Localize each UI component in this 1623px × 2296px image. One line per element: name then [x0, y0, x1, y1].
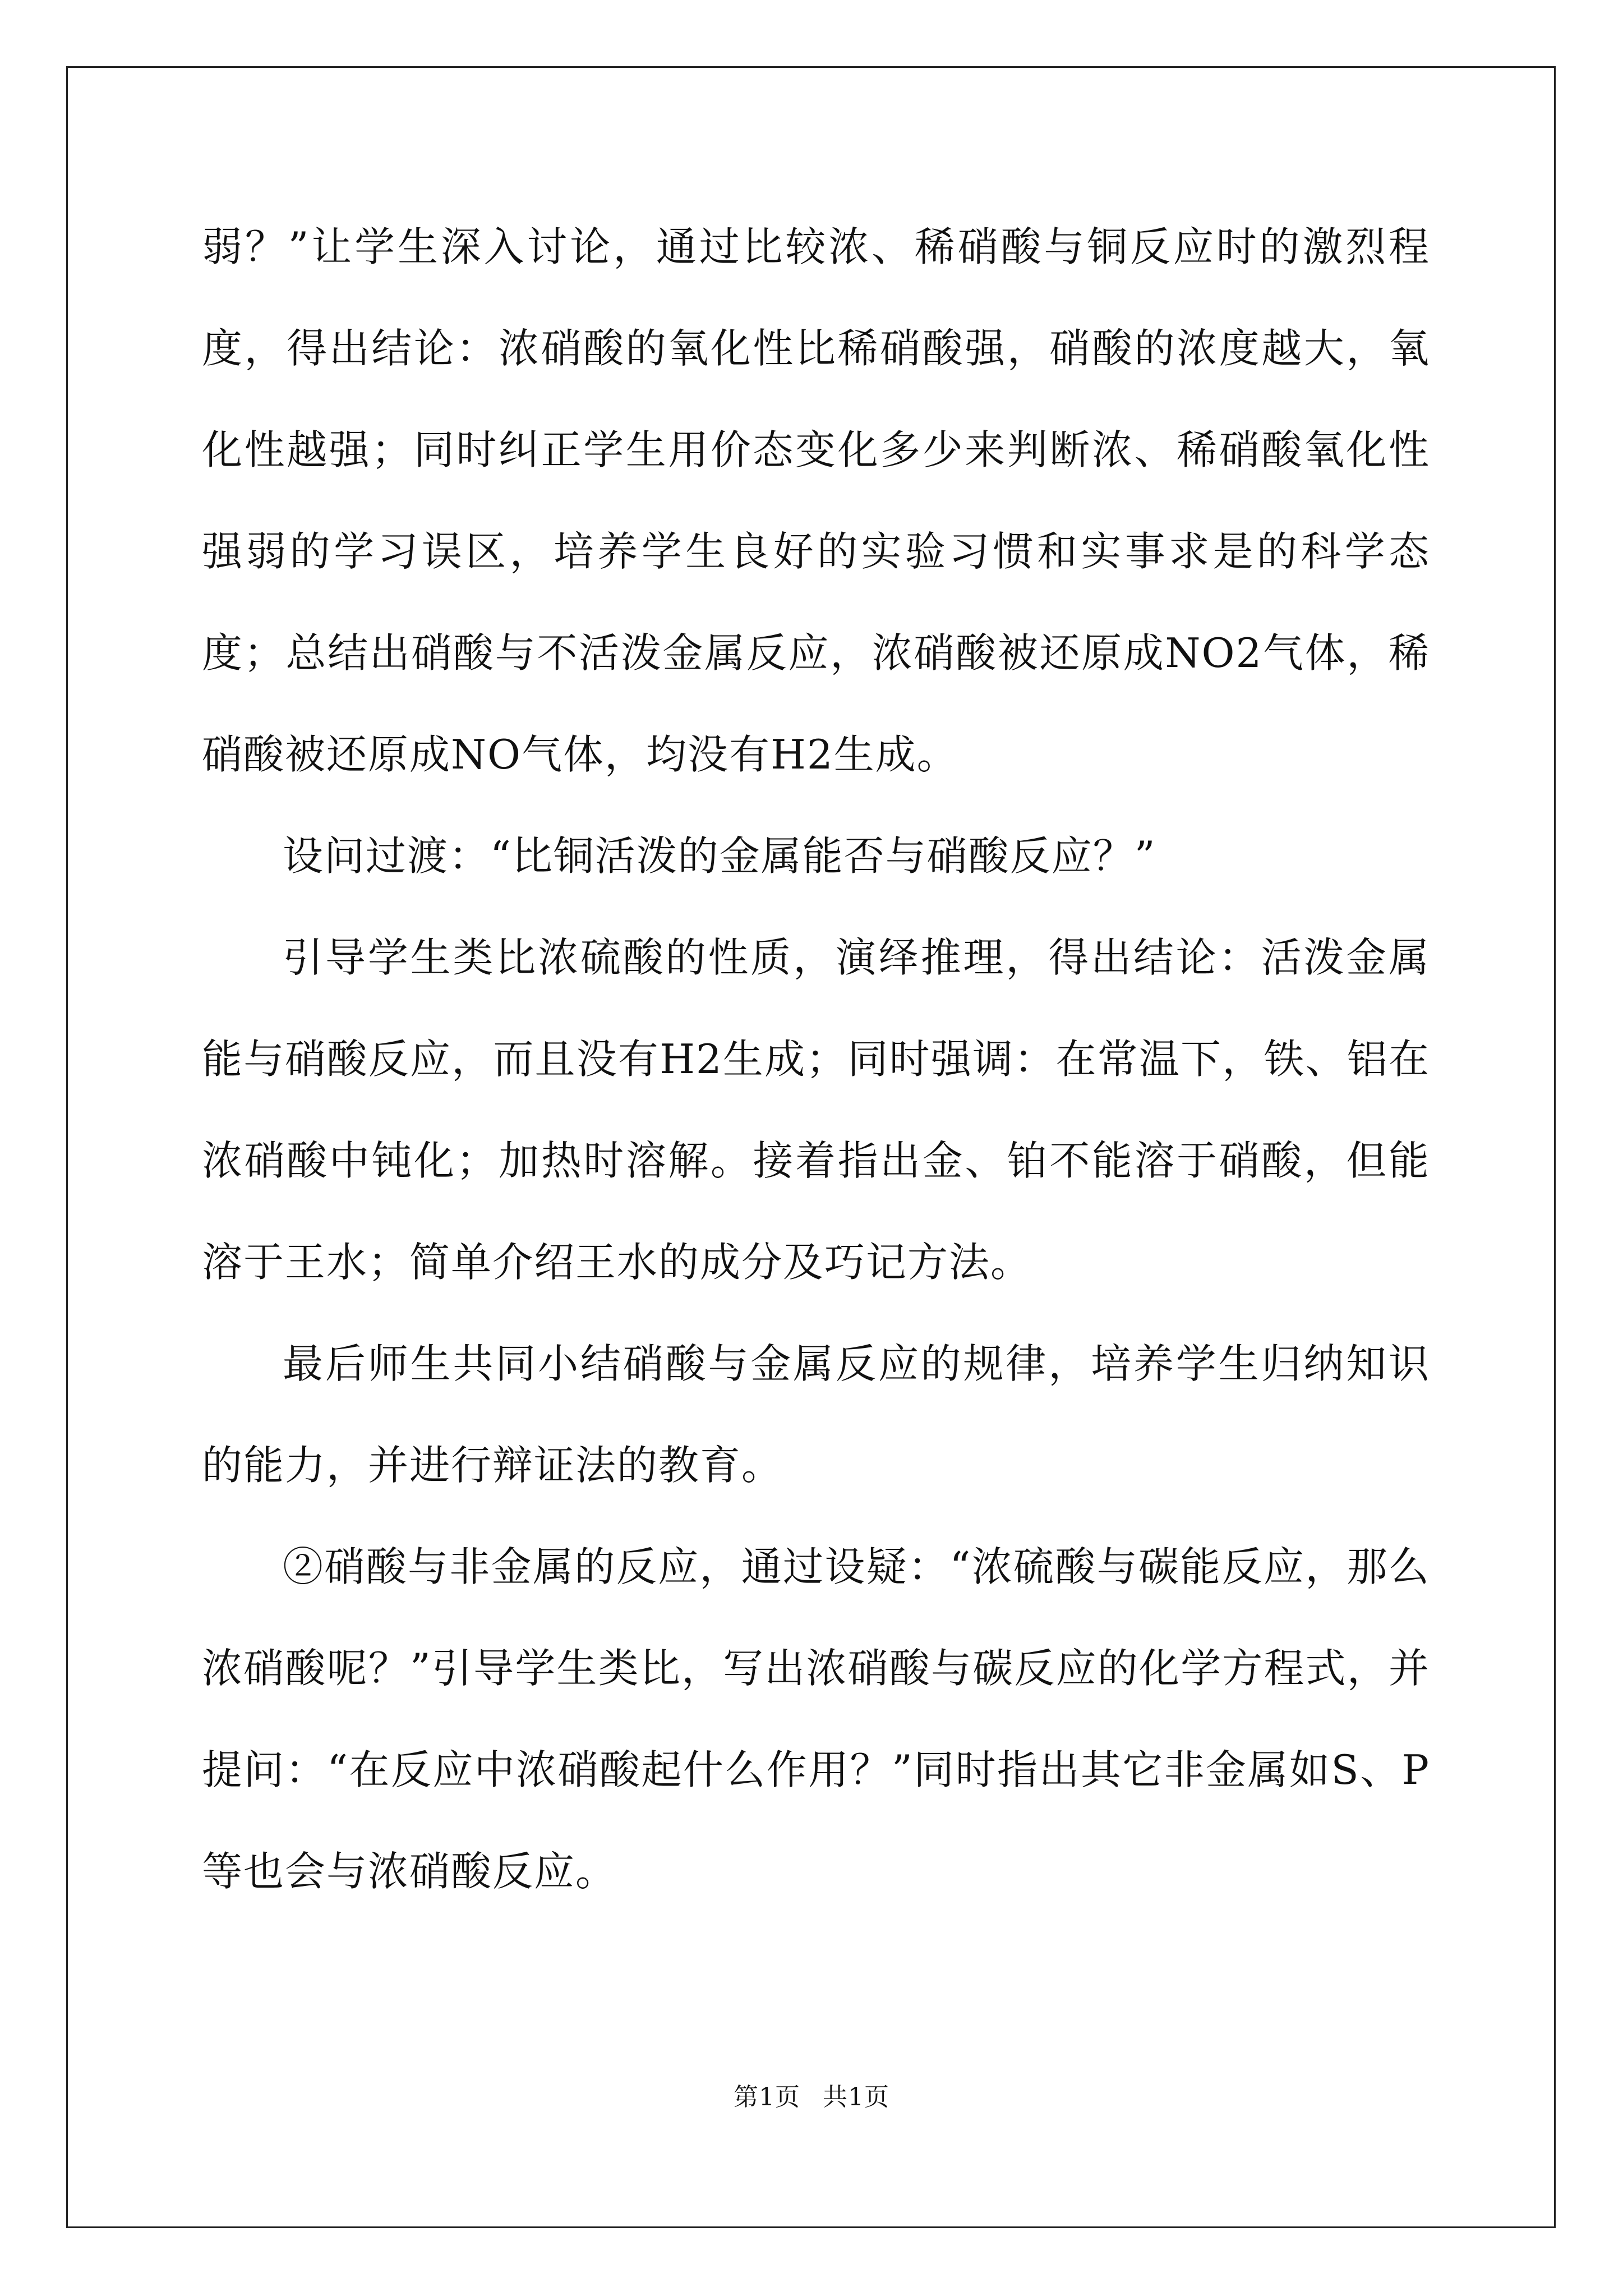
- document-body: [202, 196, 1430, 1922]
- paragraph-1: 弱？”让学生深入讨论，通过比较浓、稀硝酸与铜反应时的激烈程度，得出结论：浓硝酸的氧化性比稀硝酸强，硝酸的浓度越大，氧化性越强；同时纠正学生用价态变化多少来判断浓、稀硝酸氧化性强弱的学习误区，培养学生良好的实验习惯和实事求是的科学态度；总结出硝酸与不活泼金属反应，浓硝酸被还原成NO2气体，稀硝酸被还原成NO气体，均没有H2生成。: [202, 223, 1430, 778]
- page-footer: [0, 2077, 1623, 2113]
- paragraph-4: 最后师生共同小结硝酸与金属反应的规律，培养学生归纳知识的能力，并进行辩证法的教育。: [202, 1340, 1430, 1489]
- paragraph-5: ②硝酸与非金属的反应，通过设疑：“浓硫酸与碳能反应，那么浓硝酸呢？”引导学生类比，写出浓硝酸与碳反应的化学方程式，并提问：“在反应中浓硝酸起什么作用？”同时指出其它非金属如S、P等也会与浓硝酸反应。: [202, 1543, 1430, 1895]
- total-pages: 共1页: [823, 2083, 889, 2111]
- page-number: 第1页: [734, 2083, 800, 2111]
- paragraph-3: 引导学生类比浓硫酸的性质，演绎推理，得出结论：活泼金属能与硝酸反应，而且没有H2生成；同时强调：在常温下，铁、铝在浓硝酸中钝化；加热时溶解。接着指出金、铂不能溶于硝酸，但能溶于王水；简单介绍王水的成分及巧记方法。: [202, 934, 1430, 1286]
- paragraph-2: 设问过渡：“比铜活泼的金属能否与硝酸反应？”: [283, 832, 1156, 880]
